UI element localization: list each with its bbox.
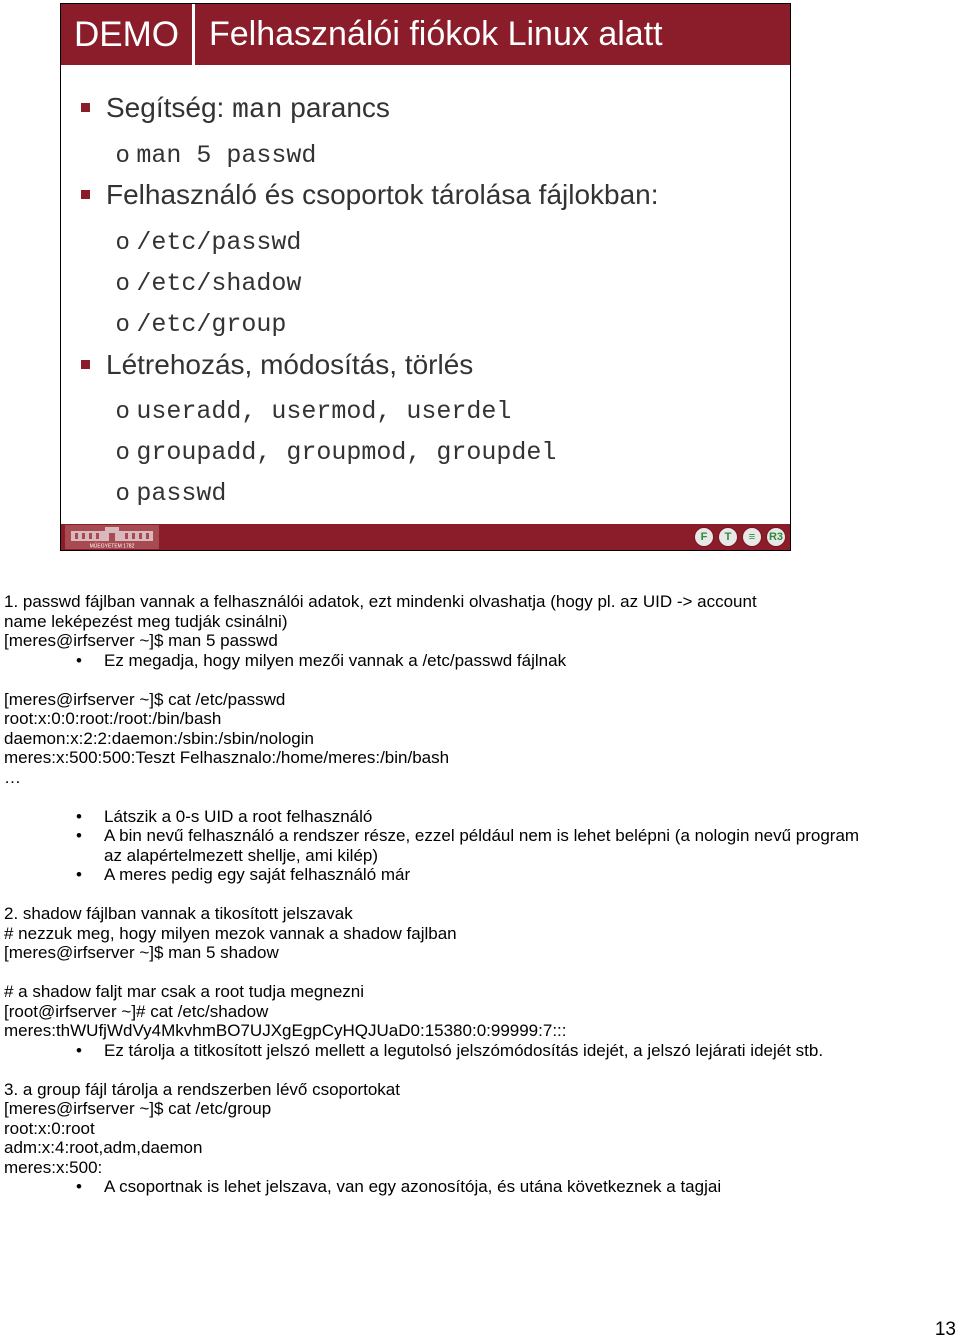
slide-subitem: o man 5 passwd [116, 141, 317, 170]
notes-line: [meres@irfserver ~]$ man 5 passwd [4, 631, 278, 650]
notes-line: … [4, 767, 21, 787]
footer-icon-r3: R3 [766, 527, 786, 547]
notes-line: name leképezést meg tudják csinálni) [4, 611, 288, 631]
notes-line: # a shadow faljt mar csak a root tudja megnezni [4, 982, 365, 1001]
slide-header [61, 4, 790, 65]
notes-bullet: • Ez tárolja a titkosított jelszó mellett a legutolsó jelszómódosítás idejét, a jelszó lejárati idejét stb. [4, 1041, 864, 1061]
bullet-square-icon [81, 360, 90, 369]
slide-bullet-2: Felhasználó és csoportok tárolása fájlokban: [106, 179, 659, 210]
slide-footer [61, 524, 790, 550]
slide-bullet-3: Létrehozás, módosítás, törlés [106, 349, 474, 380]
university-building-logo [65, 525, 159, 549]
notes-line: meres:x:500: [4, 1157, 103, 1177]
logo-caption: MŰEGYETEM 1782 [89, 543, 135, 549]
notes-line: root:x:0:root [4, 1118, 95, 1138]
slide-subitem: o /etc/group [116, 310, 287, 339]
slide-title: Felhasználói fiókok Linux alatt [209, 15, 663, 53]
notes-line: [meres@irfserver ~]$ cat /etc/group [4, 1099, 272, 1118]
slide-thumbnail [60, 3, 791, 551]
notes-line: meres:x:500:500:Teszt Felhasznalo:/home/meres:/bin/bash [4, 748, 450, 767]
notes-line: root:x:0:0:root:/root:/bin/bash [4, 709, 222, 728]
notes-line: 1. passwd fájlban vannak a felhasználói adatok, ezt mindenki olvashatja (hogy pl. az UID -> account [4, 592, 757, 611]
notes-line: [root@irfserver ~]# cat /etc/shadow [4, 1001, 269, 1021]
slide-subitem: o /etc/passwd [116, 228, 302, 257]
notes-line: 2. shadow fájlban vannak a tikosított jelszavak [4, 904, 353, 923]
footer-icon-lines: ≡ [742, 527, 762, 547]
footer-icon-t: T [718, 527, 738, 547]
slide-subitem: o passwd [116, 479, 227, 508]
notes-line: # nezzuk meg, hogy milyen mezok vannak a shadow fajlban [4, 923, 457, 943]
slide-subitem: o useradd, usermod, userdel [116, 397, 512, 426]
page-number: 13 [934, 1319, 956, 1340]
demo-label: DEMO [61, 4, 195, 65]
notes-line: [meres@irfserver ~]$ cat /etc/passwd [4, 689, 286, 709]
notes-bullet: • Ez megadja, hogy milyen mezői vannak a /etc/passwd fájlnak [4, 651, 934, 671]
notes-bullet: • A csoportnak is lehet jelszava, van egy azonosítója, és utána következnek a tagjai [4, 1177, 934, 1197]
notes-bullet: • Látszik a 0-s UID a root felhasználó [4, 807, 934, 827]
notes-line: daemon:x:2:2:daemon:/sbin:/sbin/nologin [4, 728, 314, 748]
notes-line: 3. a group fájl tárolja a rendszerben lévő csoportokat [4, 1079, 400, 1099]
footer-icons [690, 527, 786, 547]
notes-line: [meres@irfserver ~]$ man 5 shadow [4, 943, 279, 962]
bullet-square-icon [81, 190, 90, 199]
slide-subitem: o /etc/shadow [116, 269, 302, 298]
notes-line: meres:thWUfjWdVy4MkvhmBO7UJXgEgpCyHQJUaD0:15380:0:99999:7::: [4, 1021, 567, 1040]
notes-line: adm:x:4:root,adm,daemon [4, 1138, 203, 1157]
notes-bullet: • A bin nevű felhasználó a rendszer része, ezzel például nem is lehet belépni (a nologin nevű program az alapértelmezett shellje, ami kilép) [4, 826, 864, 865]
notes-bullet: • A meres pedig egy saját felhasználó már [4, 865, 934, 885]
speaker-notes [4, 592, 934, 1197]
slide-subitem: o groupadd, groupmod, groupdel [116, 438, 557, 467]
footer-icon-f: F [694, 527, 714, 547]
slide-bullet-1: Segítség: man parancs [106, 92, 390, 126]
bullet-square-icon [81, 103, 90, 112]
